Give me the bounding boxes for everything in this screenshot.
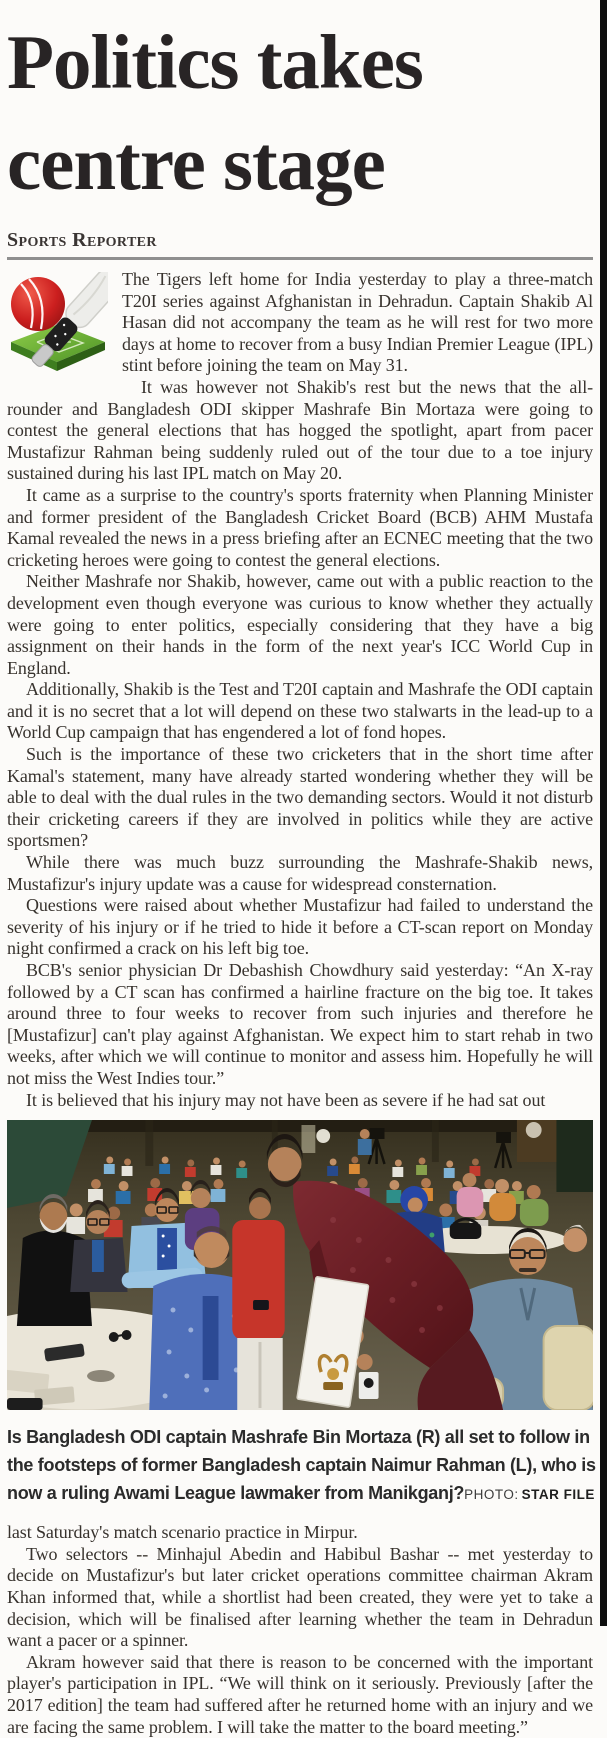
paragraph: last Saturday's match scenario practice in Mirpur.: [7, 1522, 358, 1543]
paragraph-text: The Tigers left home for India yesterday to play a three-match T20I series against Afghanistan in Dehradun. Captain Shakib Al Hasan did not accompany the team as he will rest for two more days at home to recover from a busy Indian Premier League (IPL) stint before joining the team on May 31.: [122, 269, 593, 376]
paragraph: BCB's senior physician Dr Debashish Chowdhury said yesterday: “An X-ray followed by a CT scan has confirmed a hairline fracture on the big toe. It takes around three to four weeks to recover from such injuries and therefore he [Mustafizur] can't play against Afghanistan. We expect him to start rehab in two weeks, after which we will continue to monitor and assess him. Hopefully he will not miss the West Indies tour.”: [7, 960, 593, 1088]
photo-credit: [464, 1481, 595, 1509]
paragraph: Additionally, Shakib is the Test and T20I captain and Mashrafe the ODI captain and it is no secret that a lot will depend on these two stalwarts in the lead-up to a World Cup campaign that has engendered a lot of fond hopes.: [7, 679, 593, 743]
paragraph: It is believed that his injury may not have been as severe if he had sat out: [26, 1089, 546, 1110]
caption-line: the footsteps of former Bangladesh captain Naimur Rahman (L), who is: [7, 1455, 596, 1476]
cricket-ball-bat-icon: [7, 272, 108, 388]
paragraph: It came as a surprise to the country's sports fraternity when Planning Minister and former president of the Bangladesh Cricket Board (BCB) AHM Mustafa Kamal revealed the news in a press briefing after an ECNEC meeting that the two cricketing heroes were going to contest the general elections.: [7, 484, 593, 570]
photo-credit-label: PHOTO:: [464, 1487, 519, 1503]
byline: Sports Reporter: [7, 229, 157, 251]
caption-line: [7, 1479, 593, 1509]
caption-line: Is Bangladesh ODI captain Mashrafe Bin Mortaza (R) all set to follow in: [7, 1427, 590, 1448]
photo-caption: [7, 1423, 596, 1509]
article-photo: [7, 1120, 593, 1410]
paragraph: Akram however said that there is reason to be concerned with the important player's participation in IPL. “We will think on it seriously. Previously [after the 2017 edition] the team had suffered after he returned home with an injury and we are facing the same problem. I will take the matter to the board meeting.”: [7, 1651, 593, 1737]
paragraph: [7, 269, 593, 377]
paragraph: It was however not Shakib's rest but the news that the all-rounder and Bangladesh ODI skipper Mashrafe Bin Mortaza were going to contest the general elections that has hogged the spotlight, apart from pacer Mustafizur Rahman being suddenly ruled out of the tour due to a toe injury sustained during his last IPL match on May 20.: [7, 376, 593, 484]
page-edge-bar: [600, 0, 607, 1626]
byline-rule: [7, 257, 593, 260]
caption-line-text: now a ruling Awami League lawmaker from Manikganj?: [7, 1483, 465, 1504]
paragraph: Questions were raised about whether Mustafizur had failed to understand the severity of his injury or if he tried to hide it before a CT-scan report on Monday night confirmed a crack on his left big toe.: [7, 895, 593, 959]
headline: [7, 12, 593, 214]
headline-line-1: Politics takes: [7, 19, 423, 105]
article-body-part-2: [7, 1522, 593, 1738]
paragraph: While there was much buzz surrounding the Mashrafe-Shakib news, Mustafizur's injury update was a cause for widespread consternation.: [7, 852, 593, 894]
article-body-part-1: [7, 269, 593, 1111]
photo-credit-name: STAR FILE: [521, 1487, 595, 1503]
headline-line-2: centre stage: [7, 120, 385, 206]
paragraph: Such is the importance of these two cricketers that in the short time after Kamal's statement, many have already started wondering whether they will be able to deal with the dual rules in the two demanding sectors. Would it not disturb their cricketing careers if they are involved in politics while they are active sportsmen?: [7, 744, 593, 851]
paragraph: Two selectors -- Minhajul Abedin and Habibul Bashar -- met yesterday to decide on Mustafizur's but later cricket operations committee chairman Akram Khan informed that, while a shortlist had been created, they were yet to take a decision, which will be finalised after learning whether the team in Dehradun want a pacer or a spinner.: [7, 1543, 593, 1651]
paragraph: Neither Mashrafe nor Shakib, however, came out with a public reaction to the development even though everyone was curious to know whether they actually were going to enter politics, especially considering that they have a big assignment on their hands in the form of the next year's ICC World Cup in England.: [7, 571, 593, 678]
